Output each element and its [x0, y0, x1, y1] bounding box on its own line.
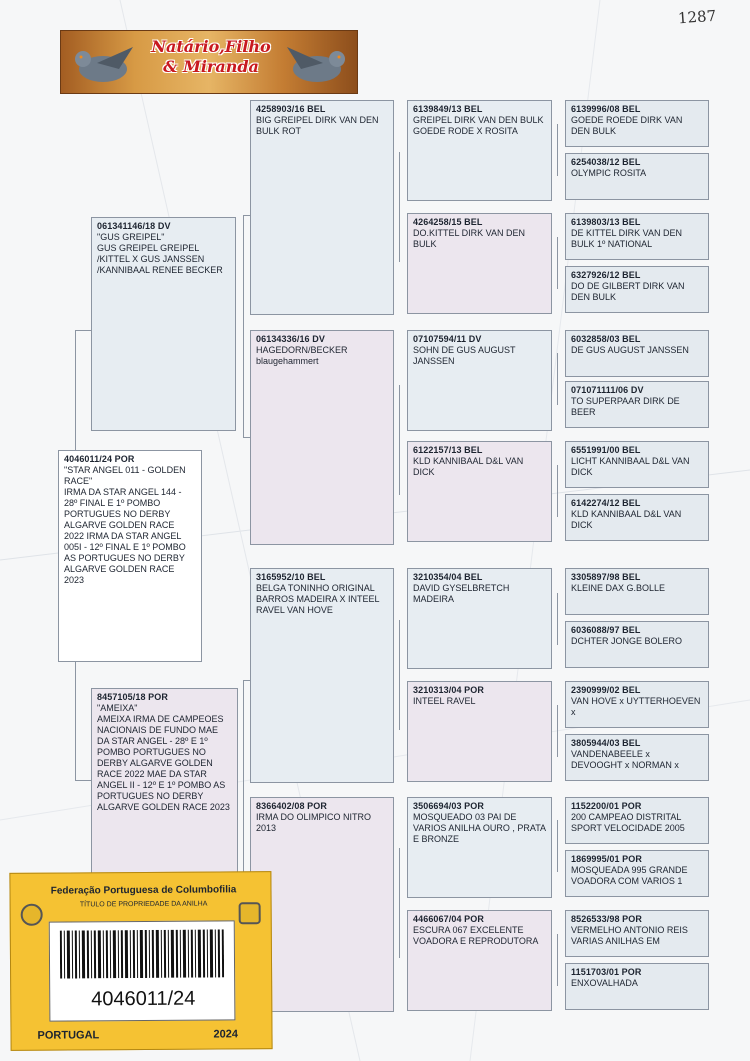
gen4-ring: 6139996/08 BEL: [571, 104, 641, 114]
great-grandparent-ring: 6122157/13 BEL: [413, 445, 483, 455]
gen4-description: MOSQUEADA 995 GRANDE VOADORA COM VARIOS 1: [571, 865, 688, 886]
grandparent-description: BELGA TONINHO ORIGINAL BARROS MADEIRA X INTEEL RAVEL VAN HOVE: [256, 583, 380, 615]
dam-description: "AMEIXA" AMEIXA IRMA DE CAMPEOES NACIONAIS DE FUNDO MAE DA STAR ANGEL - 28º E 1º POMBO PORTUGUES NO DERBY ALGARVE GOLDEN RACE 2022 MAE DA STAR ANGEL II - 12º E 1º POMBO AS PORTUGUES NO DERBY ALGARVE GOLDEN RACE 2023: [97, 703, 230, 812]
subject-ring: 4046011/24 POR: [64, 454, 135, 464]
gen4-card: [565, 681, 709, 728]
great-grandparent-description: DO.KITTEL DIRK VAN DEN BULK: [413, 228, 526, 249]
grandparent-description: HAGEDORN/BECKER blaugehammert: [256, 345, 348, 366]
gen4-card: [565, 266, 709, 313]
connector-line: [557, 934, 558, 986]
grandparent-card: [250, 568, 394, 783]
gen4-description: DE KITTEL DIRK VAN DEN BULK 1º NATIONAL: [571, 228, 683, 249]
barcode-number: 4046011/24: [91, 987, 196, 1011]
great-grandparent-description: MOSQUEADO 03 PAI DE VARIOS ANILHA OURO , PRATA E BRONZE: [413, 812, 546, 844]
gen4-card: [565, 797, 709, 844]
gen4-description: 200 CAMPEAO DISTRITAL SPORT VELOCIDADE 2005: [571, 812, 685, 833]
gen4-ring: 6327926/12 BEL: [571, 270, 641, 280]
certificate-year: 2024: [213, 1028, 239, 1041]
dam-card: [91, 688, 238, 874]
gen4-card: [565, 621, 709, 668]
gen4-card: [565, 568, 709, 615]
grandparent-description: BIG GREIPEL DIRK VAN DEN BULK ROT: [256, 115, 379, 136]
grandparent-description: IRMA DO OLIMPICO NITRO 2013: [256, 812, 372, 833]
gen4-description: ENXOVALHADA: [571, 978, 638, 988]
grandparent-ring: 06134336/16 DV: [256, 334, 325, 344]
great-grandparent-card: [407, 213, 552, 314]
connector-line: [557, 465, 558, 517]
grandparent-card: [250, 100, 394, 315]
connector-line: [399, 385, 400, 495]
logo-line-2: & Miranda: [163, 57, 259, 76]
gen4-description: VANDENABEELE x DEVOOGHT x NORMAN x: [571, 749, 679, 770]
connector-line: [557, 124, 558, 176]
connector-line: [557, 593, 558, 645]
gen4-ring: 8526533/98 POR: [571, 914, 642, 924]
great-grandparent-card: [407, 681, 552, 782]
connector-line: [243, 215, 244, 437]
dam-ring: 8457105/18 POR: [97, 692, 168, 702]
gen4-description: GOEDE ROEDE DIRK VAN DEN BULK: [571, 115, 683, 136]
gen4-description: KLEINE DAX G.BOLLE: [571, 583, 666, 593]
connector-line: [243, 215, 250, 216]
connector-line: [243, 437, 250, 438]
gen4-ring: 6551991/00 BEL: [571, 445, 641, 455]
connector-line: [399, 848, 400, 958]
gen4-ring: 1151703/01 POR: [571, 967, 642, 977]
logo-line-1: Natário,Filho: [151, 37, 271, 56]
gen4-description: VAN HOVE x UYTTERHOEVEN x: [571, 696, 701, 717]
gen4-ring: 6032858/03 BEL: [571, 334, 641, 344]
gen4-card: [565, 213, 709, 260]
gen4-ring: 6142274/12 BEL: [571, 498, 641, 508]
gen4-description: OLYMPIC ROSITA: [571, 168, 647, 178]
pigeon-left-icon: [67, 35, 137, 91]
grandparent-ring: 4258903/16 BEL: [256, 104, 326, 114]
pigeon-right-icon: [283, 35, 353, 91]
gen4-description: DE GUS AUGUST JANSSEN: [571, 345, 689, 355]
barcode-icon: [60, 929, 224, 978]
gen4-ring: 3805944/03 BEL: [571, 738, 641, 748]
gen4-description: KLD KANNIBAAL D&L VAN DICK: [571, 509, 682, 530]
gen4-ring: 2390999/02 BEL: [571, 685, 641, 695]
gen4-card: [565, 850, 709, 897]
grandparent-ring: 3165952/10 BEL: [256, 572, 326, 582]
gen4-ring: 3305897/98 BEL: [571, 572, 641, 582]
sire-card: [91, 217, 236, 431]
handwritten-annotation: 1287: [677, 6, 717, 28]
great-grandparent-ring: 4264258/15 BEL: [413, 217, 483, 227]
subject-description: "STAR ANGEL 011 - GOLDEN RACE" IRMA DA STAR ANGEL 144 - 28º FINAL E 1º POMBO PORTUGUES NO DERBY ALGARVE GOLDEN RACE 2022 IRMA DA STAR ANGEL 005I - 12º FINAL E 1º POMBO AS PORTUGUES NO DERBY ALGARVE GOLDEN RACE 2023: [64, 465, 186, 585]
great-grandparent-ring: 4466067/04 POR: [413, 914, 484, 924]
connector-line: [557, 705, 558, 757]
great-grandparent-ring: 3506694/03 POR: [413, 801, 484, 811]
gen4-ring: 6036088/97 BEL: [571, 625, 641, 635]
great-grandparent-description: SOHN DE GUS AUGUST JANSSEN: [413, 345, 516, 366]
gen4-card: [565, 963, 709, 1010]
gen4-ring: 6139803/13 BEL: [571, 217, 641, 227]
grandparent-card: [250, 330, 394, 545]
great-grandparent-description: ESCURA 067 EXCELENTE VOADORA E REPRODUTORA: [413, 925, 539, 946]
sire-description: "GUS GREIPEL" GUS GREIPEL GREIPEL /KITTEL X GUS JANSSEN /KANNIBAAL RENEE BECKER: [97, 232, 223, 275]
gen4-card: [565, 494, 709, 541]
gen4-description: VERMELHO ANTONIO REIS VARIAS ANILHAS EM: [571, 925, 688, 946]
gen4-card: [565, 100, 709, 147]
great-grandparent-description: INTEEL RAVEL: [413, 696, 476, 706]
great-grandparent-card: [407, 330, 552, 431]
gen4-ring: 6254038/12 BEL: [571, 157, 641, 167]
connector-line: [557, 237, 558, 289]
gen4-card: [565, 153, 709, 200]
connector-line: [399, 152, 400, 262]
certificate-country: PORTUGAL: [37, 1029, 100, 1042]
gen4-description: TO SUPERPAAR DIRK DE BEER: [571, 396, 680, 417]
gen4-ring: 1152200/01 POR: [571, 801, 642, 811]
certificate-title: TÍTULO DE PROPRIEDADE DA ANILHA: [79, 900, 208, 909]
gen4-card: [565, 910, 709, 957]
connector-line: [557, 820, 558, 872]
grandparent-ring: 8366402/08 POR: [256, 801, 327, 811]
gen4-ring: 1869995/01 POR: [571, 854, 642, 864]
gen4-description: LICHT KANNIBAAL D&L VAN DICK: [571, 456, 690, 477]
great-grandparent-card: [407, 568, 552, 669]
connector-line: [557, 353, 558, 405]
gen4-card: [565, 441, 709, 488]
great-grandparent-description: DAVID GYSELBRETCH MADEIRA: [413, 583, 510, 604]
great-grandparent-ring: 3210313/04 POR: [413, 685, 484, 695]
subject-card: [58, 450, 202, 662]
great-grandparent-card: [407, 797, 552, 898]
gen4-card: [565, 734, 709, 781]
great-grandparent-ring: 3210354/04 BEL: [413, 572, 483, 582]
great-grandparent-ring: 07107594/11 DV: [413, 334, 482, 344]
great-grandparent-card: [407, 441, 552, 542]
great-grandparent-description: KLD KANNIBAAL D&L VAN DICK: [413, 456, 524, 477]
loft-logo: [60, 30, 358, 94]
connector-line: [75, 330, 91, 331]
connector-line: [75, 780, 91, 781]
great-grandparent-card: [407, 910, 552, 1011]
great-grandparent-description: GREIPEL DIRK VAN DEN BULK GOEDE RODE X ROSITA: [413, 115, 544, 136]
federation-name: Federação Portuguesa de Columbofilia: [50, 884, 237, 897]
connector-line: [399, 620, 400, 730]
great-grandparent-ring: 6139849/13 BEL: [413, 104, 483, 114]
gen4-card: [565, 330, 709, 377]
connector-line: [243, 680, 250, 681]
gen4-card: [565, 381, 709, 428]
barcode-label: [49, 920, 236, 1021]
gen4-description: DO DE GILBERT DIRK VAN DEN BULK: [571, 281, 685, 302]
gen4-description: DCHTER JONGE BOLERO: [571, 636, 683, 646]
gen4-ring: 071071111/06 DV: [571, 385, 644, 395]
great-grandparent-card: [407, 100, 552, 201]
sire-ring: 061341146/18 DV: [97, 221, 171, 231]
ring-certificate: [9, 871, 272, 1051]
